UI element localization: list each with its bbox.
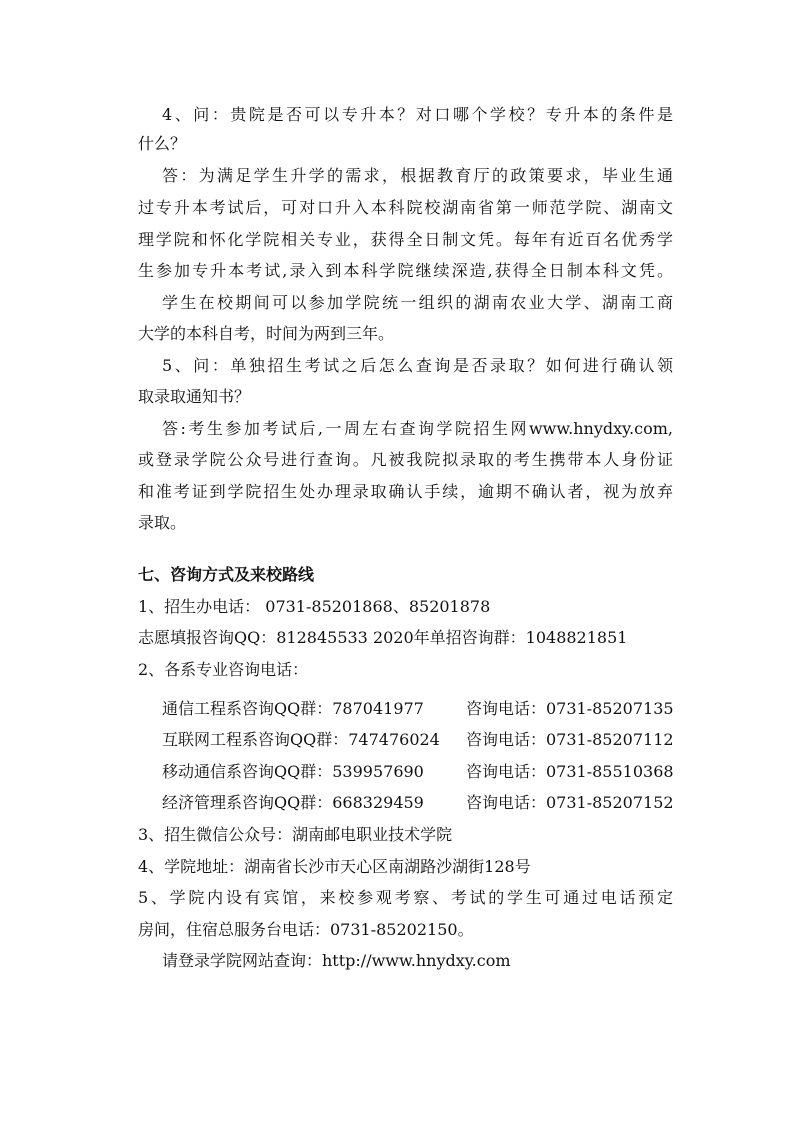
faq4-question-line1: 4、问：贵院是否可以专升本？对口哪个学校？专升本的条件是	[162, 105, 673, 124]
dept-internet-phone: 咨询电话：0731-85207112	[466, 730, 674, 749]
dept-economics-qq: 经济管理系咨询QQ群：668329459	[162, 793, 424, 812]
admissions-phone: 1、招生办电话： 0731-85201868、85201878	[138, 597, 491, 616]
faq4-answer-line2: 过专升本考试后，可对口升入本科院校湖南省第一师范学院、湖南文	[138, 198, 673, 217]
admissions-qq: 志愿填报咨询QQ：812845533 2020年单招咨询群：1048821851	[138, 628, 628, 647]
faq4-answer-line4: 生参加专升本考试,录入到本科学院继续深造,获得全日制本科文凭。	[138, 261, 673, 280]
hotel-info-line2: 房间，住宿总服务台电话：0731-85202150。	[138, 920, 474, 939]
faq5-answer-line4: 录取。	[138, 513, 187, 532]
faq4-answer-line1: 答：为满足学生升学的需求，根据教育厅的政策要求，毕业生通	[162, 166, 673, 185]
college-address: 4、学院地址：湖南省长沙市天心区南湖路沙湖街128号	[138, 857, 531, 876]
dept-telecom-qq: 通信工程系咨询QQ群：787041977	[162, 699, 424, 718]
faq5-question-line2: 取录取通知书？	[138, 387, 251, 406]
department-phones-heading: 2、各系专业咨询电话：	[138, 660, 309, 679]
faq4-question-line2: 什么？	[138, 134, 187, 153]
section-heading: 七、咨询方式及来校路线	[138, 565, 315, 584]
faq4-extra-line2: 大学的本科自考，时间为两到三年。	[138, 324, 395, 343]
faq5-answer-line3: 和准考证到学院招生处办理录取确认手续，逾期不确认者，视为放弃	[138, 482, 673, 501]
wechat-account: 3、招生微信公众号：湖南邮电职业技术学院	[138, 825, 453, 844]
dept-mobile-qq: 移动通信系咨询QQ群：539957690	[162, 762, 424, 781]
faq5-answer-line2: 或登录学院公众号进行查询。凡被我院拟录取的考生携带本人身份证	[138, 450, 673, 469]
dept-mobile-phone: 咨询电话：0731-85510368	[466, 762, 674, 781]
website-link[interactable]: 请登录学院网站查询：http://www.hnydxy.com	[162, 951, 511, 970]
faq5-question-line1: 5、问：单独招生考试之后怎么查询是否录取？如何进行确认领	[162, 356, 673, 375]
faq4-extra-line1: 学生在校期间可以参加学院统一组织的湖南农业大学、湖南工商	[162, 293, 673, 312]
dept-telecom-phone: 咨询电话：0731-85207135	[466, 699, 674, 718]
dept-internet-qq: 互联网工程系咨询QQ群：747476024	[162, 730, 440, 749]
faq5-answer-line1: 答:考生参加考试后,一周左右查询学院招生网www.hnydxy.com,	[162, 419, 673, 438]
faq4-answer-line3: 理学院和怀化学院相关专业，获得全日制文凭。每年有近百名优秀学	[138, 230, 673, 249]
hotel-info-line1: 5、学院内设有宾馆，来校参观考察、考试的学生可通过电话预定	[138, 888, 673, 907]
dept-economics-phone: 咨询电话：0731-85207152	[466, 793, 674, 812]
